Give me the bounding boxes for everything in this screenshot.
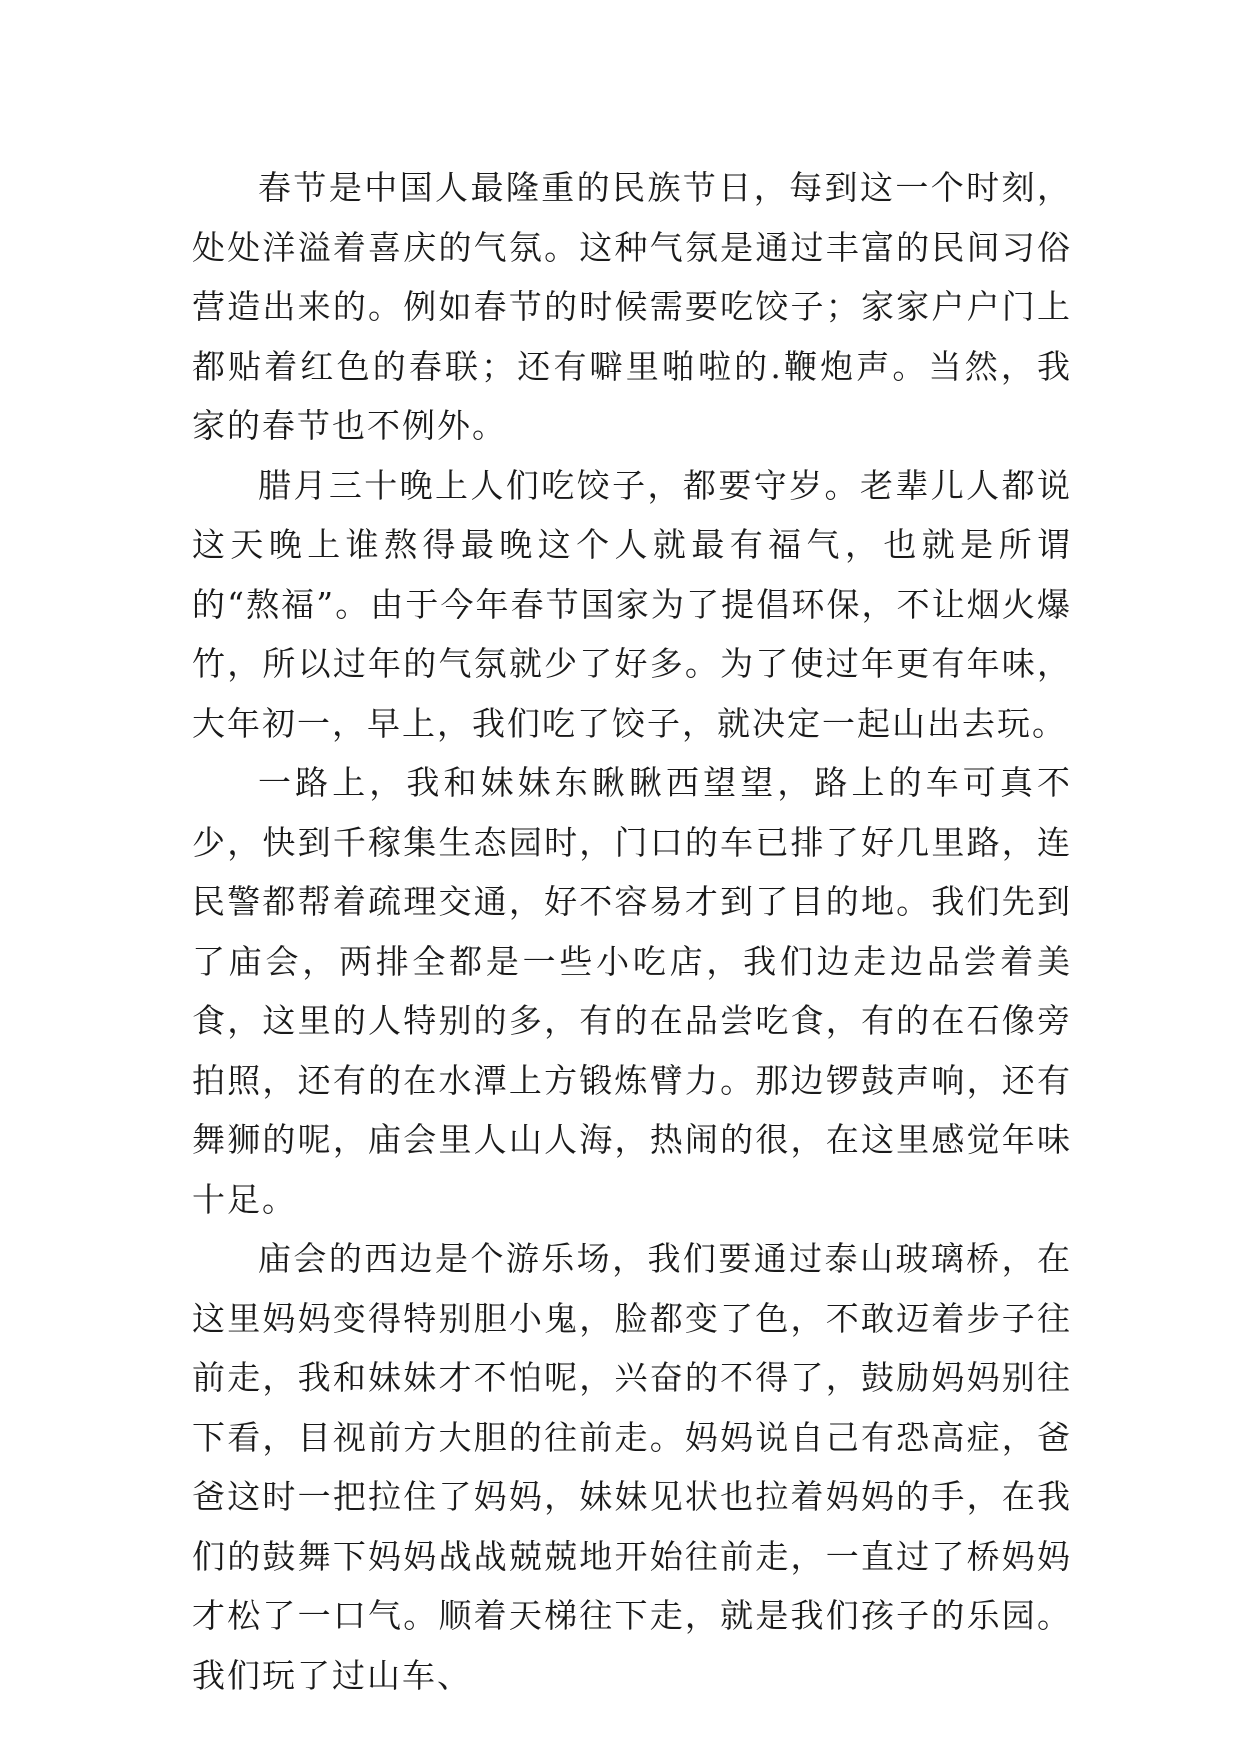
paragraph-1: 春节是中国人最隆重的民族节日，每到这一个时刻，处处洋溢着喜庆的气氛。这种气氛是通过丰富的民间习俗营造出来的。例如春节的时候需要吃饺子；家家户户门上都贴着红色的春联；还有噼里啪啦的.鞭炮声。当然，我家的春节也不例外。 xyxy=(192,168,1072,445)
paragraph-4: 庙会的西边是个游乐场，我们要通过泰山玻璃桥，在这里妈妈变得特别胆小鬼，脸都变了色，不敢迈着步子往前走，我和妹妹才不怕呢，兴奋的不得了，鼓励妈妈别往下看，目视前方大胆的往前走。妈妈说自己有恐高症，爸爸这时一把拉住了妈妈，妹妹见状也拉着妈妈的手，在我们的鼓舞下妈妈战战兢兢地开始往前走，一直过了桥妈妈才松了一口气。顺着天梯往下走，就是我们孩子的乐园。我们玩了过山车、 xyxy=(192,1239,1072,1695)
paragraph-3: 一路上，我和妹妹东瞅瞅西望望，路上的车可真不少，快到千稼集生态园时，门口的车已排了好几里路，连民警都帮着疏理交通，好不容易才到了目的地。我们先到了庙会，两排全都是一些小吃店，我们边走边品尝着美食，这里的人特别的多，有的在品尝吃食，有的在石像旁拍照，还有的在水潭上方锻炼臂力。那边锣鼓声响，还有舞狮的呢，庙会里人山人海，热闹的很，在这里感觉年味十足。 xyxy=(192,763,1072,1219)
essay-body xyxy=(192,158,1072,1705)
paragraph-2: 腊月三十晚上人们吃饺子，都要守岁。老辈儿人都说这天晚上谁熬得最晚这个人就最有福气，也就是所谓的“熬福”。由于今年春节国家为了提倡环保，不让烟火爆竹，所以过年的气氛就少了好多。为了使过年更有年味，大年初一，早上，我们吃了饺子，就决定一起山出去玩。 xyxy=(192,465,1072,743)
